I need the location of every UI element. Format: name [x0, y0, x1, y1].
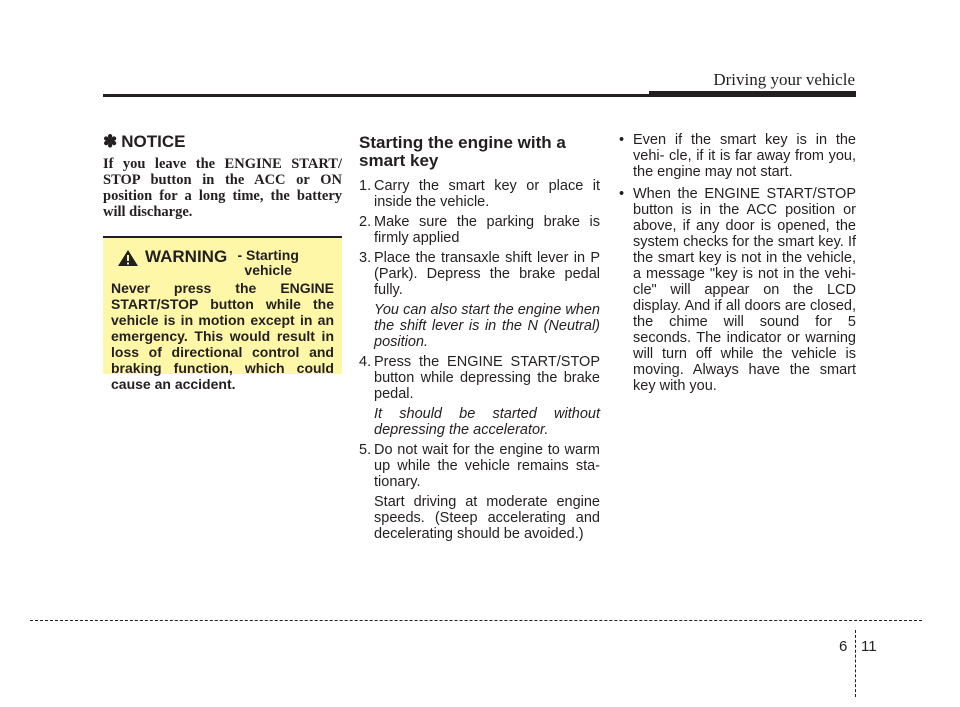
section-title: Starting the engine with a smart key — [359, 133, 566, 170]
chapter-title: Driving your vehicle — [713, 70, 855, 89]
bullet-icon: • — [619, 186, 625, 202]
list-item — [617, 186, 856, 394]
notice-body: If you leave the ENGINE START/ STOP button in the ACC or ON position for a long time, the battery will discharge. — [103, 156, 342, 220]
step-extra: Start driving at moderate engine speeds. (Steep accelerating and decelerating should be avoided.) — [374, 494, 600, 542]
footer-rule — [30, 620, 922, 621]
bullet-text: Even if the smart key is in the vehi- cle, if it is far away from you, the engine may not start. — [633, 132, 856, 180]
step-number: 3. — [359, 250, 372, 266]
warning-body: Never press the ENGINE START/STOP button while the vehicle is in motion except in an emergency. This would result in loss of directional control and braking function, which could cause an accident. — [111, 280, 334, 392]
warning-subtitle: - Starting vehicle — [237, 247, 299, 278]
warning-box — [103, 236, 342, 392]
step-text: Do not wait for the engine to warm up while the vehicle remains sta- tionary. — [374, 442, 600, 490]
header-tab-bar — [649, 91, 856, 97]
step-item — [359, 214, 600, 246]
column-right — [617, 132, 856, 400]
step-text: Press the ENGINE START/STOP button while depressing the brake pedal. — [374, 354, 600, 402]
warning-title — [111, 248, 334, 278]
notice-heading-text: NOTICE — [121, 132, 186, 151]
bullet-text: When the ENGINE START/STOP button is in the ACC position or above, if any door is opened, the system checks for the smart key. If the smart key is not in the vehicle, a message "key is not in the vehi- cle" will appear on the LCD display. And if all doors are closed, the chime will sound for 5 seconds. The indicator or warning will turn off while the vehicle is moving. Always have the smart key with you. — [633, 186, 856, 394]
step-number: 2. — [359, 214, 372, 230]
warning-label: WARNING — [145, 247, 228, 266]
column-left — [103, 132, 342, 392]
notice-symbol-icon: ✽ — [103, 132, 118, 151]
step-item — [359, 442, 600, 490]
step-item — [359, 250, 600, 298]
step-number: 4. — [359, 354, 372, 370]
footer-divider — [855, 630, 856, 697]
step-item — [359, 354, 600, 402]
step-note: You can also start the engine when the shift lever is in the N (Neutral) position. — [374, 302, 600, 350]
step-number: 1. — [359, 178, 372, 194]
step-item — [359, 178, 600, 210]
step-text: Place the transaxle shift lever in P (Park). Depress the brake pedal fully. — [374, 250, 600, 298]
page-chapter-number: 6 — [839, 638, 848, 655]
step-number: 5. — [359, 442, 372, 458]
notice-heading — [103, 134, 342, 150]
step-text: Carry the smart key or place it inside the vehicle. — [374, 178, 600, 210]
warning-triangle-icon — [117, 249, 139, 267]
step-note: It should be started without depressing the accelerator. — [374, 406, 600, 438]
page-number: 11 — [861, 638, 877, 655]
step-text: Make sure the parking brake is firmly applied — [374, 214, 600, 246]
bullet-icon: • — [619, 132, 625, 148]
list-item — [617, 132, 856, 180]
column-middle — [359, 132, 600, 546]
